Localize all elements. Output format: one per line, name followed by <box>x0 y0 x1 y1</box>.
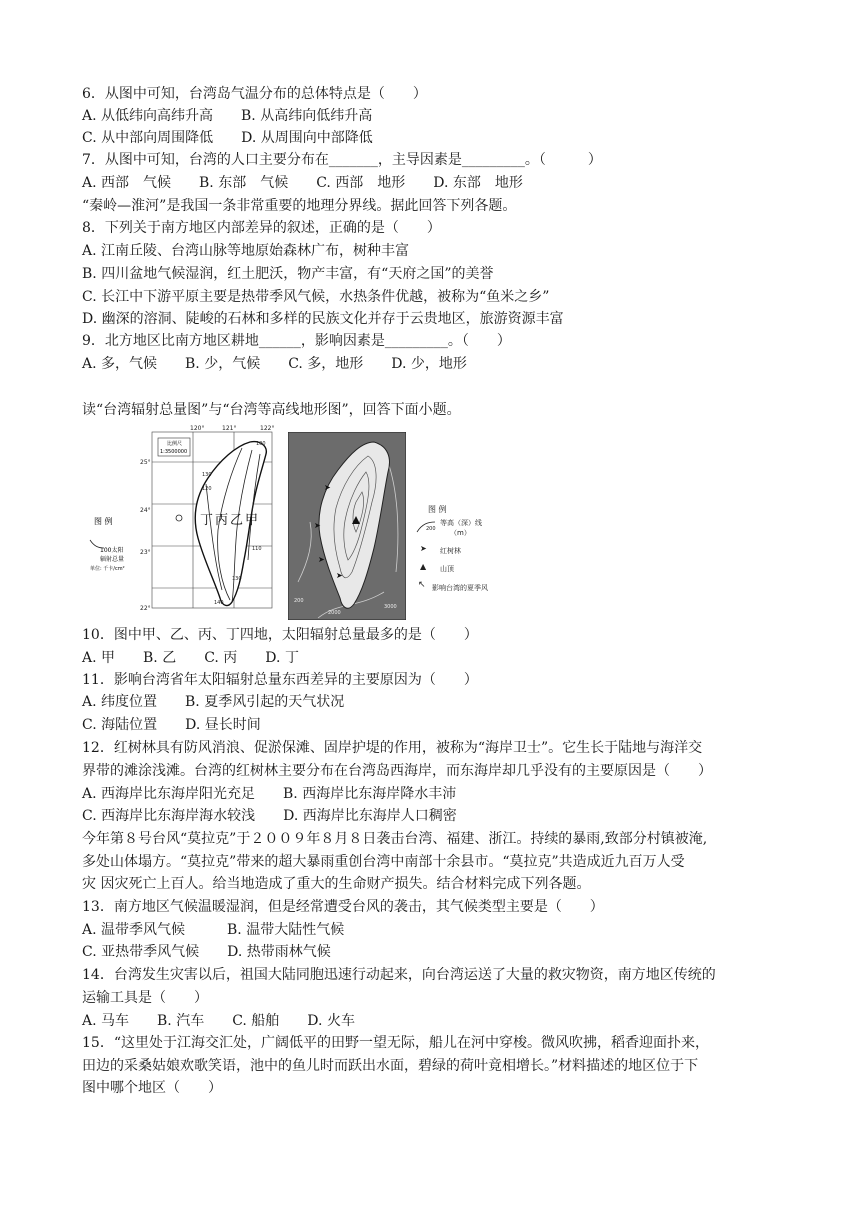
scale-value: 1:3500000 <box>160 449 188 455</box>
qinling-intro: “秦岭—淮河”是我国一条非常重要的地理分界线。据此回答下列各题。 <box>82 198 517 214</box>
mangrove-marker: ➤ <box>324 483 331 492</box>
question-8-option-c: C. 长江中下游平原主要是热带季风气候，水热条件优越，被称为“鱼米之乡” <box>82 289 550 305</box>
lat-label-23: 23° <box>140 549 151 556</box>
mangrove-marker: ➤ <box>336 571 343 580</box>
question-15-stem-2: 田边的采桑姑娘欢歌笑语，池中的鱼儿时而跃出水面，碧绿的荷叶竟相增长。”材料描述的地区位于下 <box>82 1058 699 1074</box>
peak-legend-label: 山顶 <box>440 565 454 573</box>
legend-title-2: 图 例 <box>428 505 447 514</box>
typhoon-material-1: 今年第８号台风“莫拉克”于２００９年８月８日袭击台湾、福建、浙江。持续的暴雨,致部分村镇被淹, <box>82 831 708 847</box>
isoline-label: 130 <box>232 576 242 582</box>
question-13-options-ab: A. 温带季风气候 B. 温带大陆性气候 <box>82 922 345 938</box>
question-7-options: A. 西部 气候 B. 东部 气候 C. 西部 地形 D. 东部 地形 <box>82 175 523 191</box>
lon-label-121: 121° <box>222 425 237 432</box>
typhoon-material-2: 多处山体塌方。“莫拉克”带来的超大暴雨重创台湾中南部十余县市。“莫拉克”共造成近九百万人受 <box>82 854 685 870</box>
question-9-stem: 9．北方地区比南方地区耕地______，影响因素是_________。（ ） <box>82 333 511 349</box>
place-label-jia: 甲 <box>245 513 259 528</box>
contour-legend-unit: （m） <box>450 529 471 537</box>
isoline-label: 100 <box>256 441 266 447</box>
mangrove-legend-icon: ➤ <box>420 544 427 553</box>
penghu-islands <box>176 515 182 521</box>
contour-legend-sample: 200 <box>426 526 436 532</box>
isoline-label: 120 <box>202 486 212 492</box>
depth-label: 3000 <box>384 604 397 610</box>
question-14-stem-2: 运输工具是（ ） <box>82 990 208 1006</box>
question-13-stem: 13．南方地区气候温暖湿润，但是经常遭受台风的袭击，其气候类型主要是（ ） <box>82 899 604 915</box>
lat-label-25: 25° <box>140 459 151 466</box>
mangrove-legend-label: 红树林 <box>440 547 461 555</box>
question-9-options: A. 多，气候 B. 少，气候 C. 多，地形 D. 少，地形 <box>82 356 467 372</box>
question-12-stem-2: 界带的滩涂浅滩。台湾的红树林主要分布在台湾岛西海岸，而东海岸却几乎没有的主要原因是（ ） <box>82 763 712 779</box>
question-6-stem: 6．从图中可知，台湾岛气温分布的总体特点是（ ） <box>82 86 427 102</box>
lat-label-24: 24° <box>140 507 151 514</box>
question-10-stem: 10．图中甲、乙、丙、丁四地，太阳辐射总量最多的是（ ） <box>82 627 478 643</box>
question-8-option-d: D. 幽深的溶洞、陡峻的石林和多样的民族文化并存于云贵地区，旅游资源丰富 <box>82 311 564 327</box>
mangrove-marker: ➤ <box>314 521 321 530</box>
question-6-options-ab: A. 从低纬向高纬升高 B. 从高纬向低纬升高 <box>82 108 373 124</box>
question-8-option-b: B. 四川盆地气候湿润，红土肥沃，物产丰富，有“天府之国”的美誉 <box>82 266 494 282</box>
peak-legend-icon: ▲ <box>420 562 427 571</box>
lon-label-122: 122° <box>260 425 275 432</box>
typhoon-material-3: 灾 因灾死亡上百人。给当地造成了重大的生命财产损失。结合材料完成下列各题。 <box>82 876 591 892</box>
question-14-stem-1: 14．台湾发生灾害以后，祖国大陆同胞迅速行动起来，向台湾运送了大量的救灾物资，南方地区传统的 <box>82 967 716 983</box>
lon-label-120: 120° <box>190 425 205 432</box>
lat-label-22: 22° <box>140 605 151 612</box>
place-label-yi: 乙 <box>230 513 244 528</box>
question-8-option-a: A. 江南丘陵、台湾山脉等地原始森林广布，树种丰富 <box>82 243 410 259</box>
legend-title: 图 例 <box>94 517 113 526</box>
monsoon-legend-label: 影响台湾的夏季风 <box>432 584 488 592</box>
question-11-stem: 11．影响台湾省年太阳辐射总量东西差异的主要原因为（ ） <box>82 672 478 688</box>
question-10-options: A. 甲 B. 乙 C. 丙 D. 丁 <box>82 650 299 666</box>
contour-legend-label: 等高（深）线 <box>440 519 482 527</box>
taiwan-figure <box>82 420 552 620</box>
question-12-stem-1: 12．红树林具有防风消浪、促淤保滩、固岸护堤的作用，被称为“海岸卫士”。它生长于陆地与海洋交 <box>82 740 703 756</box>
legend-radiation-2: 辐射总量 <box>100 556 125 563</box>
taiwan-radiation-map <box>82 420 282 620</box>
isoline-label: 110 <box>252 546 262 552</box>
taiwan-contour-map <box>288 432 406 620</box>
monsoon-legend-icon: ↖ <box>418 580 426 590</box>
depth-label: 200 <box>294 598 304 604</box>
legend-radiation-1: 100太阳 <box>100 547 124 554</box>
isoline-label: 140 <box>214 600 224 606</box>
question-13-options-cd: C. 亚热带季风气候 D. 热带雨林气候 <box>82 944 331 960</box>
question-11-options-cd: C. 海陆位置 D. 昼长时间 <box>82 717 261 733</box>
question-15-stem-3: 图中哪个地区（ ） <box>82 1080 222 1096</box>
question-11-options-ab: A. 纬度位置 B. 夏季风引起的天气状况 <box>82 694 345 710</box>
question-7-stem: 7．从图中可知，台湾的人口主要分布在_______，主导因素是_________。（ ） <box>82 152 602 168</box>
question-12-options-cd: C. 西海岸比东海岸海水较浅 D. 西海岸比东海岸人口稠密 <box>82 808 457 824</box>
place-label-ding: 丁 <box>200 513 214 528</box>
question-12-options-ab: A. 西海岸比东海岸阳光充足 B. 西海岸比东海岸降水丰沛 <box>82 786 457 802</box>
scale-title: 比例尺 <box>167 441 183 447</box>
question-8-stem: 8．下列关于南方地区内部差异的叙述，正确的是（ ） <box>82 220 441 236</box>
depth-label: 2000 <box>328 610 341 616</box>
taiwan-figure-intro: 读“台湾辐射总量图”与“台湾等高线地形图”，回答下面小题。 <box>82 402 461 418</box>
mangrove-marker: ➤ <box>318 555 325 564</box>
question-15-stem-1: 15．“这里处于江海交汇处，广阔低平的田野一望无际，船儿在河中穿梭。微风吹拂，稻香迎面扑来， <box>82 1035 709 1051</box>
isoline-label: 130 <box>202 472 212 478</box>
question-14-options: A. 马车 B. 汽车 C. 船舶 D. 火车 <box>82 1013 355 1029</box>
question-6-options-cd: C. 从中部向周围降低 D. 从周围向中部降低 <box>82 130 373 146</box>
place-label-bing: 丙 <box>215 513 229 528</box>
legend-unit: 单位: 千卡/cm² <box>90 566 125 572</box>
